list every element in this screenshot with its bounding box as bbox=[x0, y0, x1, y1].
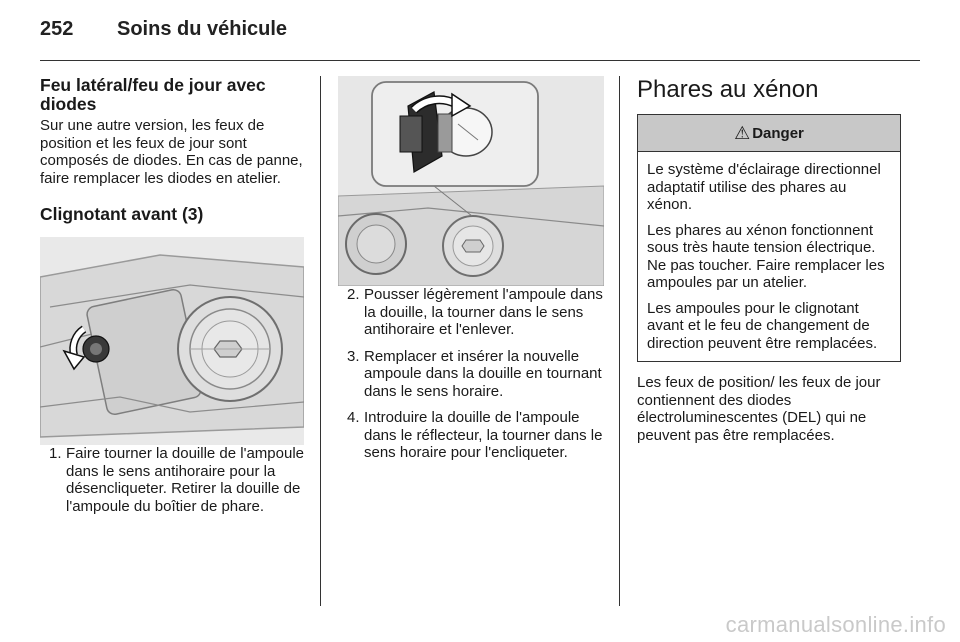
list-item: 1. Faire tourner la douille de l'ampoule dans le sens antihoraire pour la désencliqueter. Retirer la douille de l'ampoule du boîtier de phare. bbox=[49, 445, 305, 515]
list-item: 2. Pousser légèrement l'ampoule dans la douille, la tourner dans le sens antihoraire et l'enlever. bbox=[347, 286, 603, 338]
header-title: Soins du véhicule bbox=[117, 18, 288, 40]
steps-list-left bbox=[40, 445, 304, 515]
column-middle bbox=[338, 76, 604, 471]
column-right bbox=[637, 76, 901, 444]
column-divider-right bbox=[619, 76, 620, 606]
column-left bbox=[40, 76, 304, 524]
turn-signal-heading: Clignotant avant (3) bbox=[40, 204, 204, 224]
danger-paragraph: Les ampoules pour le clignotant avant et le feu de changement de direction peuvent être remplacées. bbox=[647, 299, 878, 352]
turn-signal-illustration bbox=[40, 237, 304, 445]
column-divider-left bbox=[320, 76, 321, 606]
led-note: Les feux de position/ les feux de jour contiennent des diodes électroluminescentes (DEL) qui ne peuvent pas être remplacées. bbox=[637, 374, 881, 444]
danger-paragraph: Le système d'éclairage directionnel adaptatif utilise des phares au xénon. bbox=[647, 161, 881, 213]
side-light-heading: Feu latéral/feu de jour avec diodes bbox=[40, 75, 266, 114]
watermark: carmanualsonline.info bbox=[725, 612, 946, 637]
danger-box bbox=[637, 114, 901, 362]
side-light-text: Sur une autre version, les feux de position et les feux de jour sont composés de diodes. En cas de panne, faire remplacer les diodes en atelier. bbox=[40, 117, 303, 187]
list-item: 4. Introduire la douille de l'ampoule dans le réflecteur, la tourner dans le sens horaire pour l'encliqueter. bbox=[347, 409, 603, 461]
header-divider bbox=[40, 60, 920, 61]
bulb-socket-illustration bbox=[338, 76, 604, 286]
steps-list-middle bbox=[338, 286, 604, 462]
xenon-heading: Phares au xénon bbox=[637, 76, 819, 103]
page-number: 252 bbox=[40, 18, 74, 40]
danger-header bbox=[638, 115, 900, 152]
danger-paragraph: Les phares au xénon fonctionnent sous très haute tension électrique. Ne pas toucher. Faire remplacer les ampoules par un atelier. bbox=[647, 221, 885, 291]
danger-body bbox=[638, 152, 900, 361]
warning-triangle-icon: ⚠ bbox=[734, 122, 751, 143]
danger-title: Danger bbox=[752, 124, 804, 142]
list-item: 3. Remplacer et insérer la nouvelle ampoule dans la douille en tournant dans le sens horaire. bbox=[347, 347, 602, 400]
